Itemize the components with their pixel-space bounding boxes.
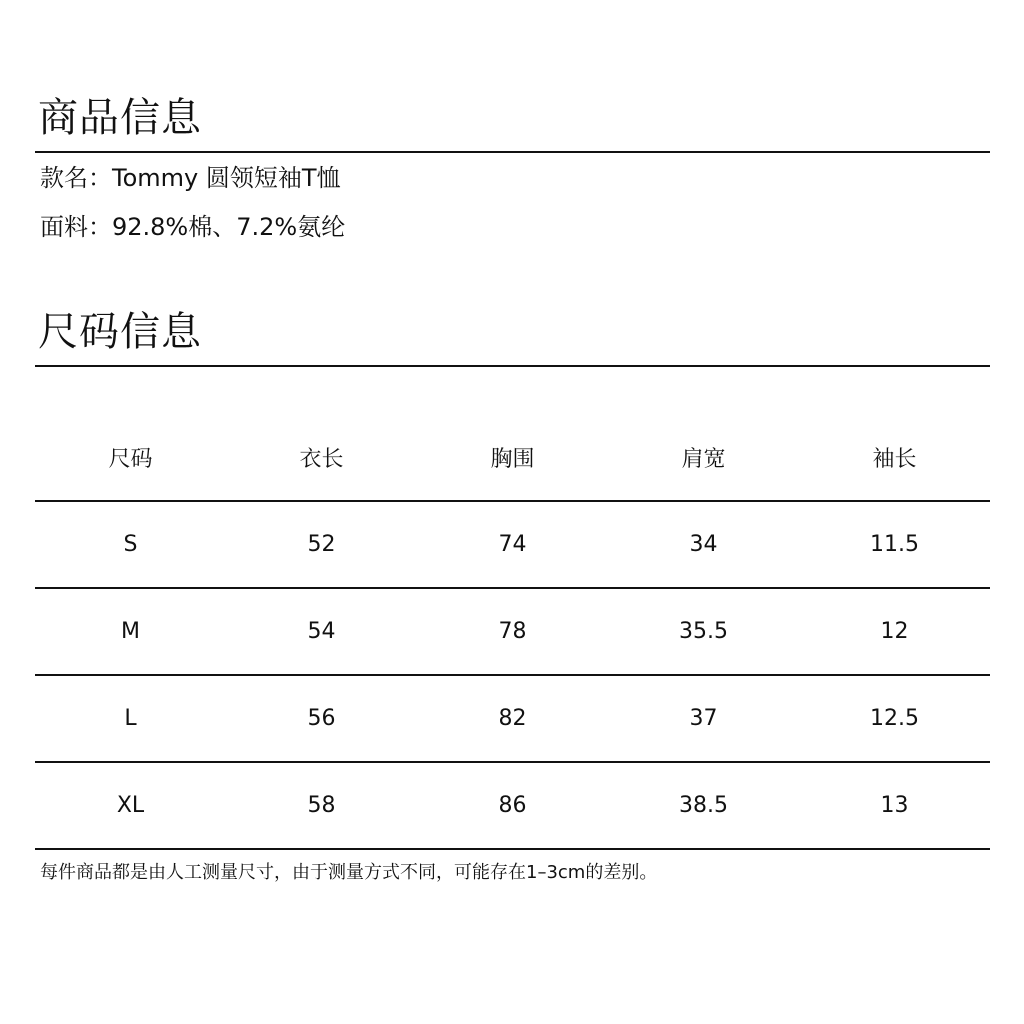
header-length: 衣长 (226, 414, 417, 501)
cell-chest: 86 (417, 762, 608, 849)
cell-size: M (35, 588, 226, 675)
cell-length: 52 (226, 501, 417, 588)
cell-chest: 74 (417, 501, 608, 588)
header-chest: 胸围 (417, 414, 608, 501)
cell-chest: 82 (417, 675, 608, 762)
cell-sleeve: 13 (799, 762, 990, 849)
cell-sleeve: 11.5 (799, 501, 990, 588)
product-info-title: 商品信息 (38, 95, 202, 141)
header-shoulder: 肩宽 (608, 414, 799, 501)
cell-chest: 78 (417, 588, 608, 675)
cell-sleeve: 12 (799, 588, 990, 675)
product-info-divider (35, 151, 990, 153)
table-row (35, 675, 990, 762)
style-name-line: 款名：Tommy 圆领短袖T恤 (40, 164, 341, 192)
header-sleeve: 袖长 (799, 414, 990, 501)
measurement-note: 每件商品都是由人工测量尺寸，由于测量方式不同，可能存在1–3cm的差别。 (40, 862, 658, 883)
header-size: 尺码 (35, 414, 226, 501)
table-row (35, 588, 990, 675)
cell-shoulder: 34 (608, 501, 799, 588)
cell-size: XL (35, 762, 226, 849)
cell-shoulder: 38.5 (608, 762, 799, 849)
cell-shoulder: 37 (608, 675, 799, 762)
table-row (35, 501, 990, 588)
cell-size: S (35, 501, 226, 588)
cell-length: 54 (226, 588, 417, 675)
cell-sleeve: 12.5 (799, 675, 990, 762)
cell-size: L (35, 675, 226, 762)
size-table (35, 414, 990, 850)
cell-shoulder: 35.5 (608, 588, 799, 675)
table-header-row (35, 414, 990, 501)
size-info-divider (35, 365, 990, 367)
fabric-line: 面料：92.8%棉、7.2%氨纶 (40, 213, 346, 241)
cell-length: 58 (226, 762, 417, 849)
size-info-title: 尺码信息 (38, 309, 202, 355)
cell-length: 56 (226, 675, 417, 762)
table-row (35, 762, 990, 849)
